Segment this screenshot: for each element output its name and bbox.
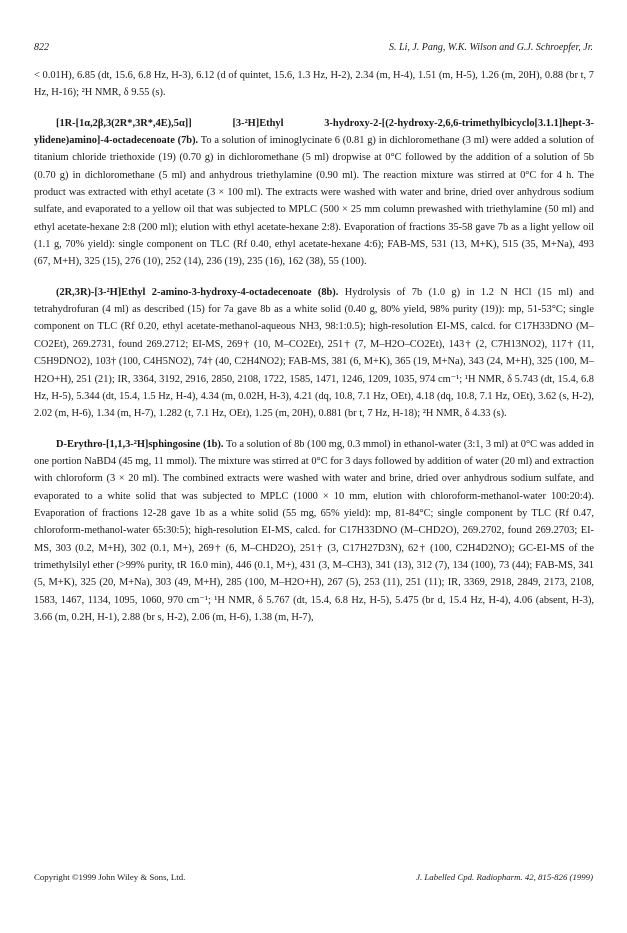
paragraph-text: To a solution of 8b (100 mg, 0.3 mmol) in ethanol-water (3:1, 3 ml) at 0°C was added in one portion NaBD4 (45 mg, 11 mmol). The mixture was stirred at 0°C for 3 days followed by addition of water (20 ml) and extraction with chloroform (3 × 20 ml). The combined extracts were washed with water and brine, dried over anhydrous sodium sulfate, and evaporated to a white solid that was subjected to MPLC (1000 × 10 mm, elution with chloroform-methanol-water 100:20:4). Evaporation of fractions 12-28 gave 1b as a white solid (55 mg, 65% yield): mp, 81-84°C; single component by TLC (Rf 0.47, chloroform-methanol-water 65:30:5); high-resolution EI-MS, calcd. for C17H33DNO (M–CHD2O), 269.2702, found 269.2703; EI-MS, 303 (0.2, M+H), 302 (0.1, M+), 269† (6, M–CHD2O), 251† (3, C17H27D3N), 62† (100, C2H4D2NO); GC-EI-MS of the trimethylsilyl ether (>99% purity, tR 16.0 min), 446 (0.1, M+), 431 (3, M–CH3), 341 (13), 312 (7), 134 (100), 73 (44); FAB-MS, 341 (5, M+K), 325 (20, M+Na), 303 (49, M+H), 285 (100, M–H2O+H), 267 (5), 253 (11), 251 (11); IR, 3369, 2918, 2849, 2173, 2108, 1583, 1467, 1134, 1095, 1060, 970 cm⁻¹; ¹H NMR, δ 5.767 (dt, 15.4, 6.8 Hz, H-5), 5.475 (br d, 15.4 Hz, H-4), 4.06 (absent, H-3), 3.66 (m, 0.2H, H-1), 2.88 (br s, H-2), 2.06 (m, H-6), 1.38 (m, H-7),: [34, 438, 595, 623]
running-authors: S. Li, J. Pang, W.K. Wilson and G.J. Schroepfer, Jr.: [389, 42, 593, 53]
page-number: 822: [34, 42, 49, 53]
compound-heading: D-Erythro-[1,1,3-²H]sphingosine (1b).: [56, 438, 224, 450]
paragraph-text: To a solution of iminoglycinate 6 (0.81 g) in dichloromethane (3 ml) were added a solution of titanium chloride triethoxide (19) (0.70 g) in dichloromethane (5 ml) dropwise at 0°C followed by the addition of a solution of 5b (0.70 g) in dichloromethane (5 ml) and anhydrous triethylamine (0.90 ml). The reaction mixture was stirred at 0°C for 4 h. The product was extracted with ethyl acetate (3 × 100 ml). The extracts were washed with water and brine, dried over anhydrous sodium sulfate, and evaporated to a yellow oil that was subjected to MPLC (500 × 25 mm column prewashed with triethylamine (50 ml) and ethyl acetate-hexane 2:8 (200 ml); elution with ethyl acetate-hexane 2:8). Evaporation of fractions 35-58 gave 7b as a light yellow oil (1.1 g, 70% yield): single component on TLC (Rf 0.40, ethyl acetate-hexane 4:6); FAB-MS, 531 (13, M+K), 515 (35, M+Na), 493 (67, M+H), 325 (15), 276 (10), 252 (14), 236 (19), 235 (16), 162 (38), 55 (100).: [34, 135, 595, 268]
body-text: [34, 67, 594, 626]
paragraph-text: Hydrolysis of 7b (1.0 g) in 1.2 N HCl (15 ml) and tetrahydrofuran (4 ml) as described (15) for 7a gave 8b as a white solid (0.40 g, 80% yield, 98% purity (19)): mp, 51-53°C; single component on TLC (Rf 0.20, ethyl acetate-methanol-aqueous NH3, 98:1:0.5); high-resolution EI-MS, calcd. for C17H33DNO (M–CO2Et), 269.2731, found 269.2712; EI-MS, 269† (10, M–CO2Et), 251† (7, M–H2O–CO2Et), 143† (2, C7H13NO2), 117† (11, C5H9DNO2), 103† (100, C4H5NO2), 74† (40, C2H4NO2); FAB-MS, 381 (6, M+K), 365 (19, M+Na), 343 (24, M+H), 325 (100, M–H2O+H), 251 (21); IR, 3364, 3192, 2916, 2850, 2108, 1722, 1585, 1471, 1246, 1209, 1035, 974 cm⁻¹; ¹H NMR, δ 5.743 (dt, 15.4, 6.8 Hz, H-5), 5.344 (dt, 15.4, 1.5 Hz, H-4), 4.34 (m, 0.02H, H-3), 4.21 (dq, 10.8, 7.1 Hz, OEt), 4.18 (dq, 10.8, 7.1 Hz, OEt), 3.62 (s, H-2), 2.02 (m, H-6), 1.34 (m, H-7), 1.282 (t, 7.1 Hz, OEt), 1.25 (m, 20H), 0.881 (br t, 7 Hz, H-18); ²H NMR, δ 4.33 (s).: [34, 286, 594, 420]
page-footer: [34, 872, 593, 886]
paragraph-compound-1b: [34, 436, 594, 627]
journal-citation: J. Labelled Cpd. Radiopharm. 42, 815-826 (1999): [416, 872, 593, 882]
paragraph-text: < 0.01H), 6.85 (dt, 15.6, 6.8 Hz, H-3), 6.12 (d of quintet, 15.6, 1.3 Hz, H-2), 2.34 (m, H-4), 1.51 (m, H-5), 1.26 (m, 20H), 0.88 (br t, 7 Hz, H-16); ²H NMR, δ 9.55 (s).: [34, 70, 594, 99]
paragraph-nmr-continuation: [34, 67, 594, 102]
compound-heading: [1R-[1α,2β,3(2R*,3R*,4E),5α]] [3-²H]Ethyl 3-hydroxy-2-[(2-hydroxy-2,6,6-trimethylbicyclo[3.1.1]hept-3-ylidene)amino]-4-octadecenoate (7b).: [34, 117, 594, 147]
paragraph-compound-7b: [34, 115, 594, 271]
paragraph-compound-8b: [34, 284, 594, 423]
copyright-notice: Copyright ©1999 John Wiley & Sons, Ltd.: [34, 872, 186, 882]
running-header: [34, 42, 593, 56]
compound-heading: (2R,3R)-[3-²H]Ethyl 2-amino-3-hydroxy-4-octadecenoate (8b).: [56, 286, 339, 298]
